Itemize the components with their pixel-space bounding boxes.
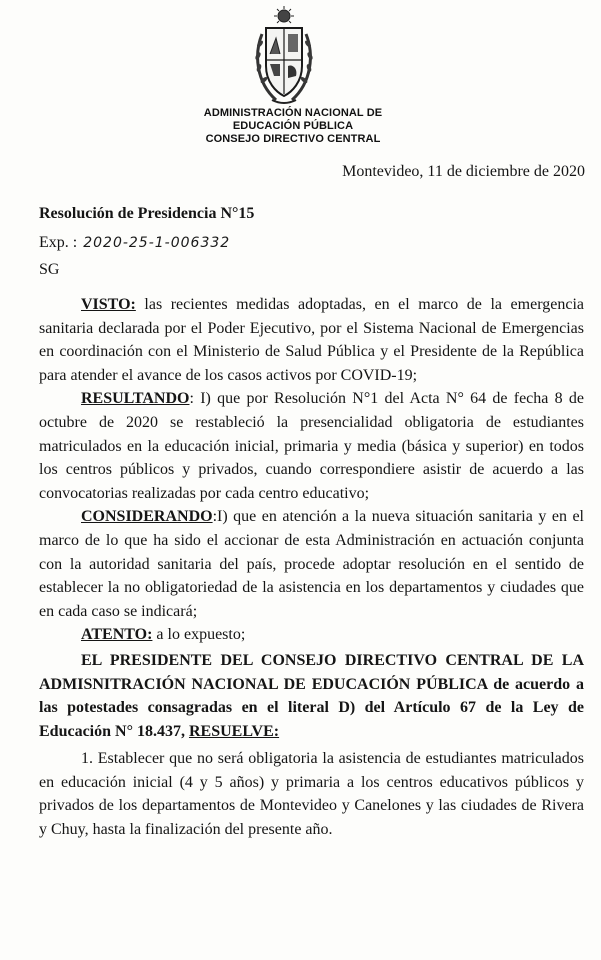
- institution-line-1: ADMINISTRACIÓN NACIONAL DE: [203, 107, 383, 119]
- resolution-title: Resolución de Presidencia N°15: [39, 205, 255, 222]
- resultando-text: : I) que por Resolución N°1 del Acta N° 64 de fecha 8 de octubre de 2020 se restableció la presencialidad obligatoria de estudiantes matriculados en la educación inicial, primaria y media (básica y superior) en todos los centros públicos y privados, cuando correspondiere asistir de acuerdo a las convocatorias realizadas por cada centro educativo;: [39, 390, 584, 502]
- atento-text: a lo expuesto;: [152, 626, 246, 644]
- visto-label: VISTO:: [81, 296, 136, 313]
- expediente-line: [39, 234, 230, 252]
- considerando-text: :I) que en atención a la nueva situación sanitaria y en el marco de lo que ha sido el accionar de esta Administración en actuación conjunta con la autoridad sanitaria del país, procede adoptar resolución en el sentido de establecer la no obligatoriedad de la asistencia en los departamentos y ciudades que en cada caso se indicará;: [39, 508, 584, 620]
- institution-line-3: CONSEJO DIRECTIVO CENTRAL: [205, 133, 381, 145]
- resolve-text: EL PRESIDENTE DEL CONSEJO DIRECTIVO CENTRAL DE LA ADMISNITRACIÓN NACIONAL DE EDUCACIÓN PÚBLICA de acuerdo a las potestades consagradas en el literal D) del Artículo 67 de la Ley de Educación N° 18.437,: [39, 651, 584, 740]
- resultando-label: RESULTANDO: [81, 390, 190, 408]
- institution-header: [180, 107, 406, 146]
- atento-label: ATENTO:: [81, 626, 153, 644]
- resultando-paragraph: [39, 387, 584, 505]
- resolve-keyword: RESUELVE:: [188, 722, 280, 740]
- item-1-paragraph: 1. Establecer que no será obligatoria la asistencia de estudiantes matriculados en educación inicial (4 y 5 años) y primaria a los centros educativos públicos y privados de los departamentos de Montevideo y Canelones y las ciudades de Rivera y Chuy, hasta la finalización del presente año.: [39, 750, 584, 839]
- resolution-body: [39, 293, 584, 842]
- considerando-paragraph: [39, 505, 584, 623]
- considerando-label: CONSIDERANDO: [81, 508, 213, 526]
- document-date: Montevideo, 11 de diciembre de 2020: [342, 163, 585, 180]
- office-code: SG: [39, 261, 60, 278]
- resolve-paragraph: [39, 649, 584, 743]
- atento-paragraph: [39, 623, 584, 647]
- uruguay-coat-of-arms-icon: [252, 4, 316, 108]
- visto-text: las recientes medidas adoptadas, en el marco de la emergencia sanitaria declarada por el Poder Ejecutivo, por el Sistema Nacional de Emergencias en coordinación con el Ministerio de Salud Pública y el Presidente de la República para atender el avance de los casos activos por COVID-19;: [39, 296, 584, 384]
- visto-paragraph: [39, 293, 584, 387]
- expediente-label: Exp. :: [39, 234, 78, 251]
- institution-line-2: EDUCACIÓN PÚBLICA: [232, 120, 354, 132]
- expediente-handwritten-number: 2020-25-1-006332: [83, 235, 231, 251]
